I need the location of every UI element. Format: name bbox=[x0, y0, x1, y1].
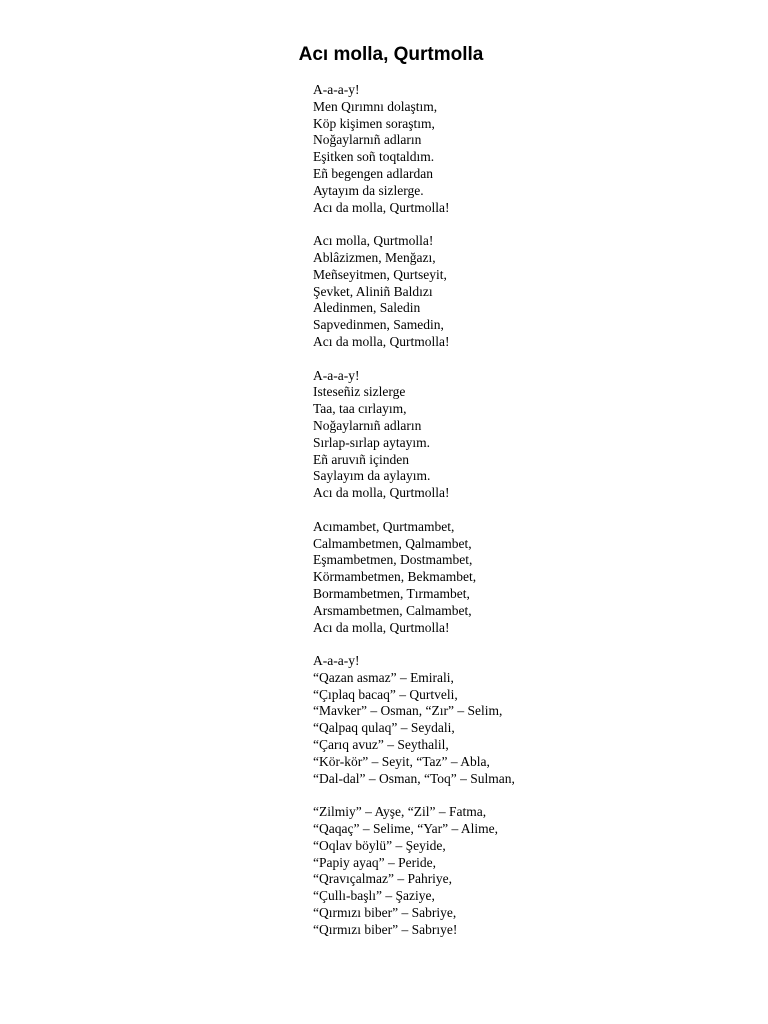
poem-line: Acı da molla, Qurtmolla! bbox=[313, 619, 450, 635]
poem-line: “Çıplaq bacaq” – Qurtveli, bbox=[313, 686, 458, 702]
poem-line: “Çarıq avuz” – Seythalil, bbox=[313, 737, 449, 753]
poem-line: Noğaylarnıñ adların bbox=[313, 417, 422, 433]
poem-line: Aytayım da sizlerge. bbox=[313, 182, 424, 198]
poem-line: Acı da molla, Qurtmolla! bbox=[313, 199, 450, 215]
poem-line: Meñseyitmen, Qurtseyit, bbox=[313, 266, 447, 282]
poem-line: “Qalpaq qulaq” – Seydali, bbox=[313, 720, 455, 736]
poem-line: Arsmambetmen, Calmambet, bbox=[313, 602, 472, 618]
poem-line: Acı da molla, Qurtmolla! bbox=[313, 333, 450, 349]
poem-line: Sırlap-sırlap aytayım. bbox=[313, 434, 430, 450]
stanza bbox=[313, 519, 753, 637]
poem-line: “Qazan asmaz” – Emirali, bbox=[313, 669, 454, 685]
poem-line: Sapvedinmen, Samedin, bbox=[313, 317, 444, 333]
poem-line: “Papiy ayaq” – Peride, bbox=[313, 854, 436, 870]
poem-line: Aledinmen, Saledin bbox=[313, 300, 421, 316]
stanza bbox=[313, 804, 753, 938]
poem-line: “Dal-dal” – Osman, “Toq” – Sulman, bbox=[313, 770, 515, 786]
poem-line: “Qravıçalmaz” – Pahriye, bbox=[313, 871, 453, 887]
poem-line: “Qırmızı biber” – Sabriye, bbox=[313, 905, 457, 921]
poem-line: Eñ begengen adlardan bbox=[313, 165, 433, 181]
poem-line: Calmambetmen, Qalmambet, bbox=[313, 535, 472, 551]
poem-line: Noğaylarnıñ adların bbox=[313, 132, 422, 148]
poem-line: Acı molla, Qurtmolla! bbox=[313, 233, 434, 249]
poem-line: Köp kişimen soraştım, bbox=[313, 115, 435, 131]
poem-line: “Çullı-başlı” – Şaziye, bbox=[313, 888, 435, 904]
poem-title: Acı molla, Qurtmolla bbox=[298, 44, 484, 65]
stanza bbox=[313, 82, 753, 216]
stanza bbox=[313, 653, 753, 787]
poem-line: Ablâzizmen, Menğazı, bbox=[313, 249, 436, 265]
poem-line: Saylayım da aylayım. bbox=[313, 468, 431, 484]
poem-body bbox=[313, 82, 753, 955]
poem-line: Şevket, Aliniñ Baldızı bbox=[313, 283, 433, 299]
poem-line: “Oqlav böylü” – Şeyide, bbox=[313, 837, 446, 853]
poem-line: “Qırmızı biber” – Sabrıye! bbox=[313, 921, 458, 937]
stanza bbox=[313, 368, 753, 502]
poem-line: Taa, taa cırlayım, bbox=[313, 401, 407, 417]
poem-line: Bormambetmen, Tırmambet, bbox=[313, 585, 470, 601]
poem-line: Eşitken soñ toqtaldım. bbox=[313, 149, 435, 165]
poem-line: A-a-a-y! bbox=[313, 367, 360, 383]
poem-line: “Mavker” – Osman, “Zır” – Selim, bbox=[313, 703, 503, 719]
poem-line: Acımambet, Qurtmambet, bbox=[313, 518, 455, 534]
poem-line: A-a-a-y! bbox=[313, 653, 360, 669]
poem-line: “Zilmiy” – Ayşe, “Zil” – Fatma, bbox=[313, 804, 487, 820]
poem-line: “Kör-kör” – Seyit, “Taz” – Abla, bbox=[313, 753, 490, 769]
stanza bbox=[313, 233, 753, 351]
poem-line: A-a-a-y! bbox=[313, 82, 360, 97]
poem-line: Eñ aruvıñ içinden bbox=[313, 451, 409, 467]
poem-line: Acı da molla, Qurtmolla! bbox=[313, 485, 450, 501]
poem-line: Körmambetmen, Bekmambet, bbox=[313, 569, 477, 585]
poem-line: Men Qırımnı dolaştım, bbox=[313, 98, 438, 114]
poem-line: Eşmambetmen, Dostmambet, bbox=[313, 552, 473, 568]
poem-line: “Qaqaç” – Selime, “Yar” – Alime, bbox=[313, 821, 498, 837]
poem-line: Isteseñiz sizlerge bbox=[313, 384, 406, 400]
